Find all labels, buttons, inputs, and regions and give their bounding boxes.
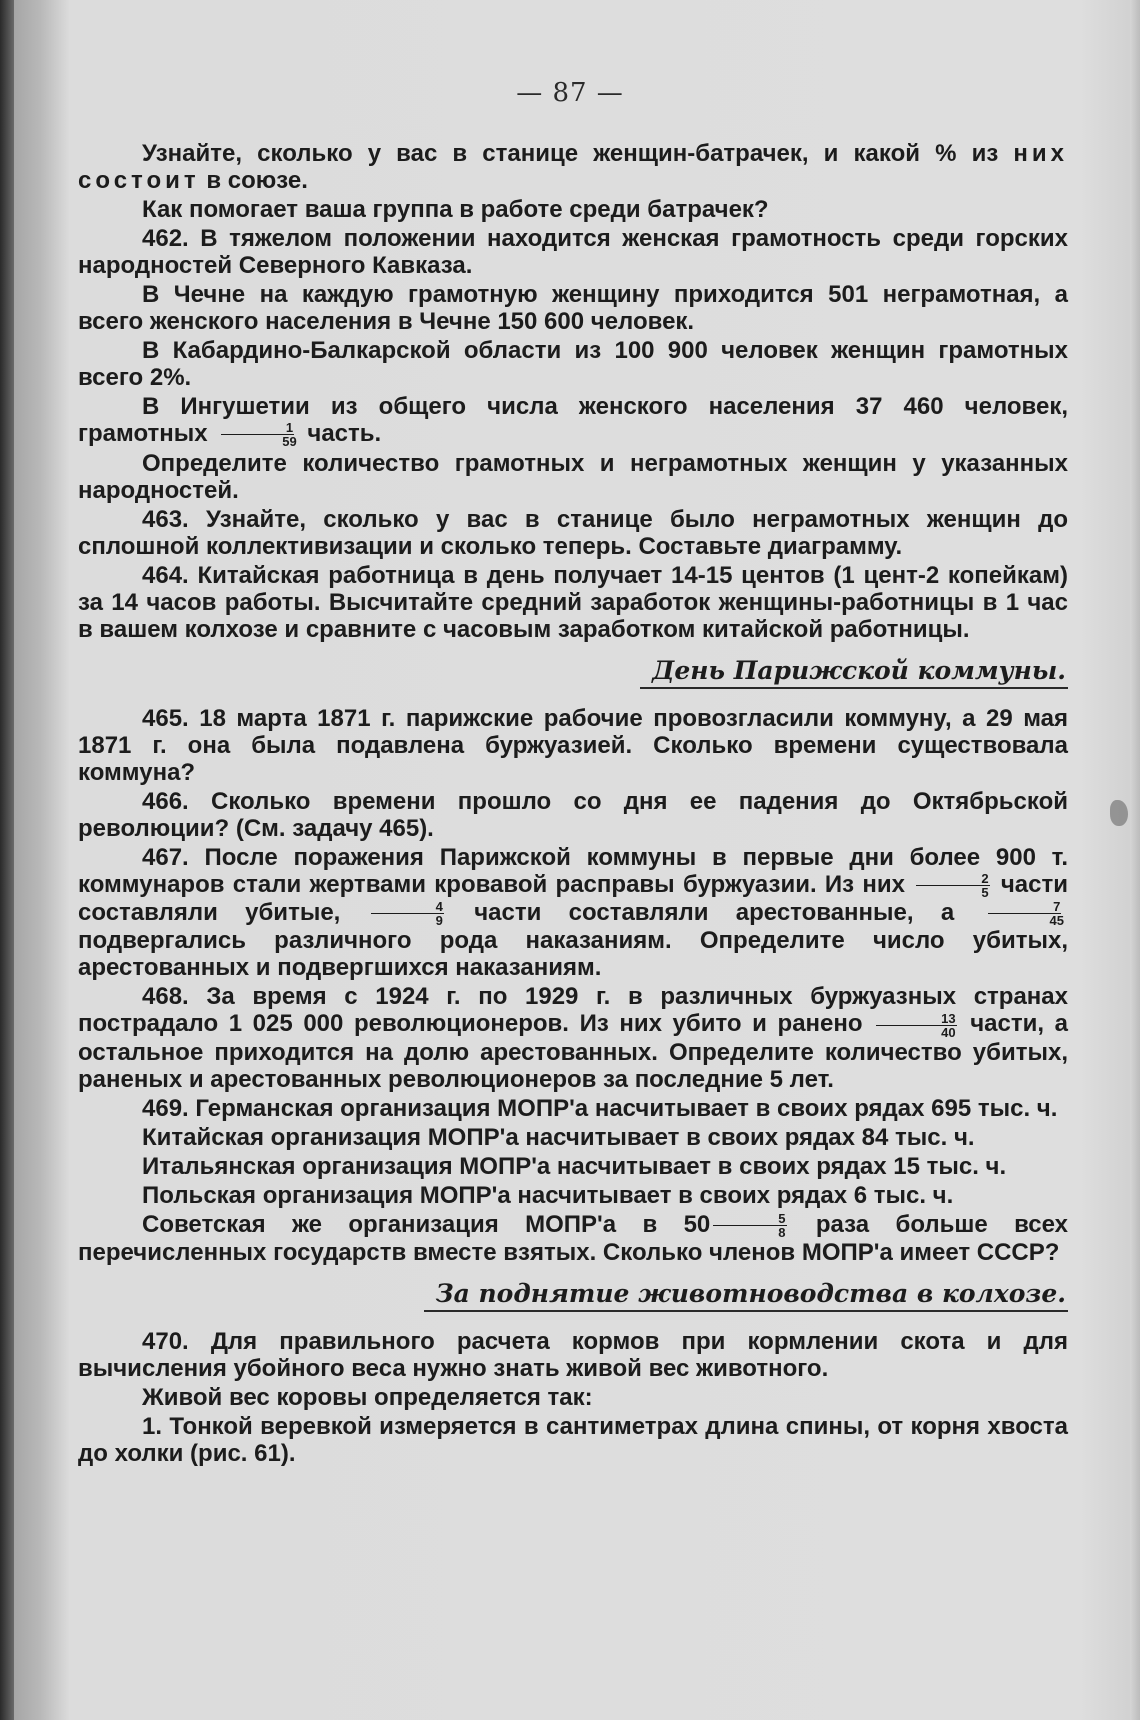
- problem-464: [78, 562, 1068, 643]
- problem-467: [78, 844, 1068, 981]
- fraction-numerator: 13: [876, 1012, 956, 1026]
- fraction: [217, 421, 297, 448]
- heading-text: За поднятие животноводства в колхозе.: [424, 1280, 1068, 1312]
- intro-line2-rest: в союзе.: [199, 167, 308, 194]
- problem-466: [78, 788, 1068, 842]
- problem-465: [78, 705, 1068, 786]
- problem-text: Узнайте, сколько у вас в станице было неграмотных женщин до сплошной коллективизации и сколько теперь. Составьте диаграмму.: [78, 506, 1068, 561]
- problem-text-d: подвергались различного рода наказаниям. Определите число убитых, арестованных и подвергшихся наказаниям.: [78, 927, 1068, 982]
- problem-469: [78, 1095, 1068, 1122]
- ingush-text-a: В Ингушетии из общего числа женского населения 37 460 человек, грамотных: [78, 393, 1068, 447]
- fraction: [371, 900, 444, 927]
- problem-469-chinese: Китайская организация МОПР'а насчитывает в своих рядах 84 тыс. ч.: [142, 1123, 975, 1151]
- problem-text: В тяжелом положении находится женская грамотность среди горских народностей Северного Кавказа.: [78, 225, 1068, 279]
- problem-number: 465.: [142, 705, 189, 733]
- fraction-numerator: 5: [713, 1212, 786, 1226]
- fraction-denominator: 40: [941, 1024, 956, 1040]
- problem-462-kabardino: В Кабардино-Балкарской области из 100 900 человек женщин грамотных всего 2%.: [78, 337, 1068, 391]
- fraction-denominator: 8: [778, 1224, 786, 1240]
- problem-number: 467.: [142, 844, 189, 872]
- section-heading-paris-commune: [78, 657, 1068, 689]
- fraction-denominator: 59: [282, 434, 297, 450]
- ingush-text-b: часть.: [300, 420, 382, 447]
- problem-text-b: части составляли убитые,: [78, 871, 1068, 927]
- problem-470: [78, 1328, 1068, 1382]
- problem-462: [78, 225, 1068, 279]
- fraction: [713, 1212, 786, 1239]
- intro-paragraph: [78, 140, 1068, 194]
- problem-text-b: части, а остальное приходится на долю арестованных. Определите количество убитых, раненых и арестованных революционеров за последние 5 лет.: [78, 1010, 1068, 1093]
- problem-462-chechnya: В Чечне на каждую грамотную женщину приходится 501 неграмотная, а всего женского населения в Чечне 150 600 человек.: [78, 281, 1068, 335]
- problem-number: 466.: [142, 788, 189, 816]
- fraction: [876, 1012, 956, 1039]
- heading-text: День Парижской коммуны.: [640, 657, 1068, 689]
- page-number: — 87 —: [516, 78, 624, 108]
- problem-text-c: части составляли арестованные, а: [446, 899, 982, 927]
- fraction-denominator: 9: [435, 913, 443, 929]
- problem-463: [78, 506, 1068, 560]
- problem-text-a: После поражения Парижской коммуны в первые дни более 900 т. коммунаров стали жертвами кровавой расправы буржуазии. Из них: [78, 844, 1068, 899]
- problem-number: 469.: [142, 1094, 189, 1122]
- page-speck: [1110, 800, 1128, 826]
- intro-line1: Узнайте, сколько у вас в станице женщин-батрачек, и какой % из: [142, 140, 999, 167]
- problem-text: Для правильного расчета кормов при кормлении скота и для вычисления убойного веса нужно знать живой вес животного.: [78, 1327, 1068, 1382]
- fraction: [916, 872, 989, 899]
- page-binding-shadow: [0, 0, 14, 1720]
- fraction-numerator: 1: [221, 421, 294, 435]
- problem-468: [78, 983, 1068, 1092]
- soviet-text-b: раза больше всех перечисленных государств вместе взятых. Сколько членов МОПР'а имеет СССР?: [78, 1210, 1068, 1266]
- problem-469-soviet: [78, 1211, 1068, 1266]
- problem-470-line2: Живой вес коровы определяется так:: [142, 1383, 593, 1411]
- problem-text: 18 марта 1871 г. парижские рабочие провозгласили коммуну, а 29 мая 1871 г. она была подавлена буржуазией. Сколько времени существовала коммуна?: [78, 705, 1068, 787]
- problem-text: Сколько времени прошло со дня ее падения до Октябрьской революции? (См. задачу 465).: [78, 788, 1068, 843]
- problem-number: 468.: [142, 983, 189, 1011]
- fraction-numerator: 2: [916, 872, 989, 886]
- problem-469-polish: Польская организация МОПР'а насчитывает в своих рядах 6 тыс. ч.: [142, 1181, 954, 1209]
- page-right-edge: [1130, 0, 1140, 1720]
- fraction-numerator: 7: [988, 900, 1061, 914]
- problem-462-task: Определите количество грамотных и неграмотных женщин у указанных народностей.: [78, 450, 1068, 505]
- problem-470-line3: 1. Тонкой веревкой измеряется в сантиметрах длина спины, от корня хвоста до холки (рис. 61).: [78, 1412, 1068, 1467]
- fraction-numerator: 4: [371, 900, 444, 914]
- problem-number: 470.: [142, 1327, 189, 1355]
- intro-question: Как помогает ваша группа в работе среди батрачек?: [142, 196, 769, 223]
- fraction-denominator: 5: [981, 885, 989, 901]
- problem-469-italian: Итальянская организация МОПР'а насчитывает в своих рядах 15 тыс. ч.: [142, 1152, 1007, 1180]
- problem-text-a: За время с 1924 г. по 1929 г. в различных буржуазных странах пострадало 1 025 000 революционеров. Из них убито и ранено: [78, 983, 1068, 1038]
- problem-number: 464.: [142, 562, 189, 590]
- soviet-text-a: Советская же организация МОПР'а в 50: [142, 1210, 711, 1238]
- intro-spaced-text: них состоит: [78, 140, 1068, 194]
- page-content: [78, 140, 1068, 1469]
- problem-number: 462.: [142, 225, 189, 252]
- problem-number: 463.: [142, 506, 189, 534]
- section-heading-livestock: [78, 1280, 1068, 1312]
- fraction: [985, 900, 1065, 927]
- problem-text: Германская организация МОПР'а насчитывает в своих рядах 695 тыс. ч.: [188, 1094, 1058, 1122]
- fraction-denominator: 45: [1049, 913, 1064, 929]
- problem-462-ingush: [78, 393, 1068, 448]
- problem-text: Китайская работница в день получает 14-15 центов (1 цент-2 копейкам) за 14 часов работы. Высчитайте средний заработок женщины-работницы в 1 час в вашем колхозе и сравните с часовым заработком китайской работницы.: [78, 562, 1068, 644]
